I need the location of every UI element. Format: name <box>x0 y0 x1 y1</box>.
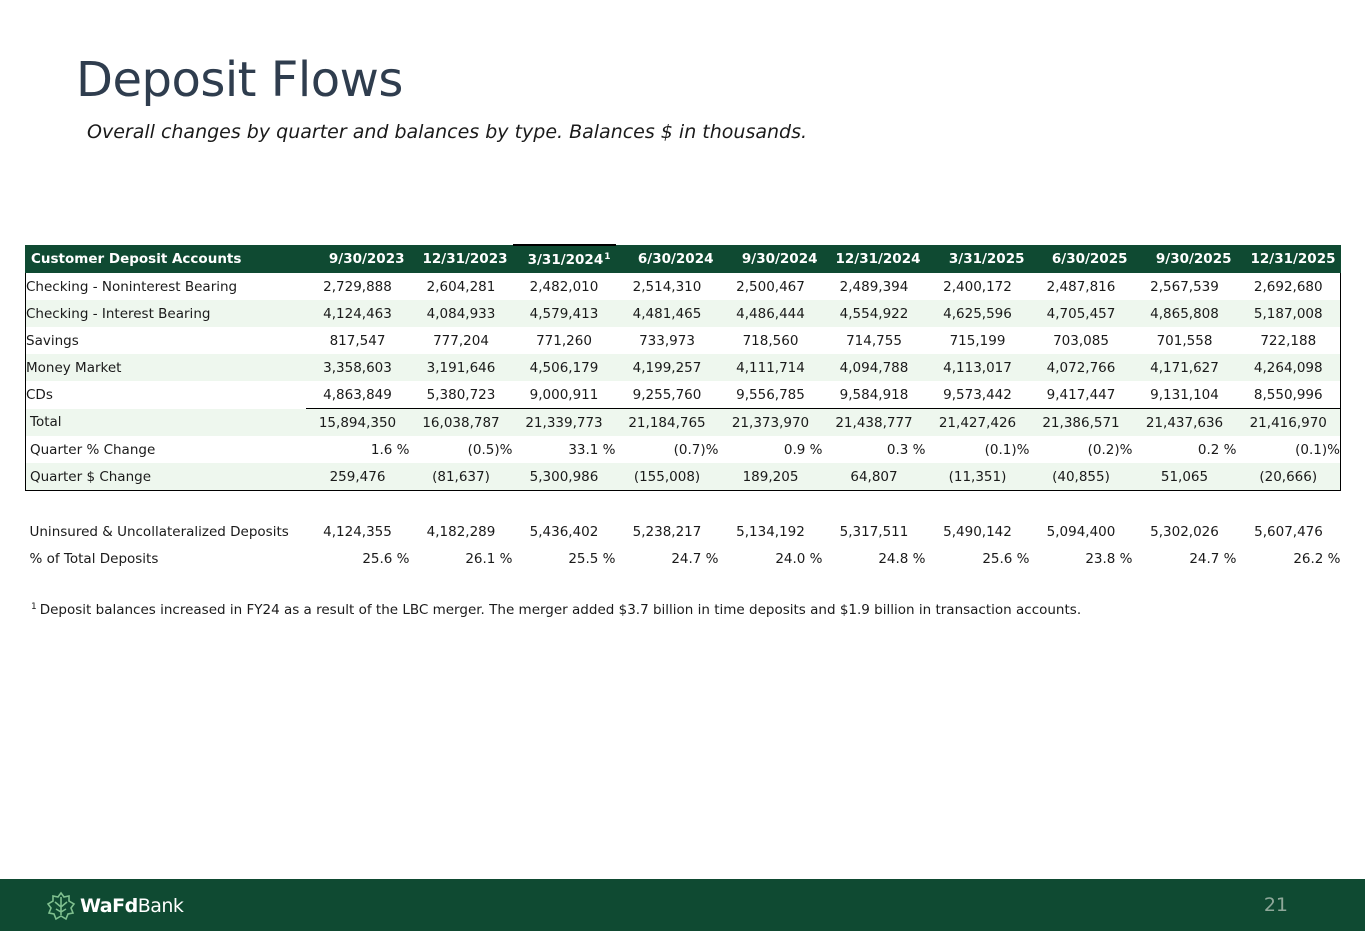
table-cell: 8,550,996 <box>1237 381 1341 409</box>
table-cell: 4,264,098 <box>1237 354 1341 381</box>
table-row <box>26 273 1341 300</box>
table-cell: 4,481,465 <box>632 305 702 322</box>
page-subtitle: Overall changes by quarter and balances by type. Balances $ in thousands. <box>87 121 808 143</box>
table-cell: 0.3 % <box>886 441 926 458</box>
table-cell: 4,124,355 <box>323 523 392 540</box>
table-cell: 21,339,773 <box>513 409 616 437</box>
table-cell: 4,486,444 <box>736 305 805 322</box>
pct-of-total-row <box>26 545 1341 572</box>
table-cell: 16,038,787 <box>410 409 513 437</box>
table-cell: 2,729,888 <box>323 278 392 295</box>
row-label: Total <box>26 409 306 437</box>
table-cell: 5,302,026 <box>1150 523 1219 540</box>
table-cell: 9,584,918 <box>839 386 909 403</box>
table-row <box>26 354 1341 381</box>
row-label: Quarter % Change <box>26 436 306 463</box>
table-cell: 4,625,596 <box>943 305 1012 322</box>
period-header: 12/31/2023 <box>422 251 508 267</box>
table-cell: 24.7 % <box>1189 550 1237 567</box>
uninsured-row <box>26 518 1341 545</box>
table-row <box>26 300 1341 327</box>
wafd-leaf-icon <box>46 891 76 921</box>
table-cell: 25.6 % <box>982 550 1030 567</box>
period-header: 12/31/2024 <box>835 251 921 267</box>
table-cell: 4,171,627 <box>1150 359 1219 376</box>
row-label: Quarter $ Change <box>26 463 306 491</box>
table-cell: (0.2)% <box>1087 441 1133 458</box>
table-cell: 2,604,281 <box>426 278 496 295</box>
footnote-marker: 1 <box>31 602 37 612</box>
table-cell: 4,094,788 <box>839 359 909 376</box>
table-cell: 4,113,017 <box>943 359 1012 376</box>
table-cell: 2,489,394 <box>839 278 909 295</box>
table-cell: 26.1 % <box>465 550 513 567</box>
table-cell: 25.6 % <box>362 550 410 567</box>
table-cell: (0.1)% <box>984 441 1030 458</box>
table-cell: 23.8 % <box>1085 550 1133 567</box>
table-cell: 2,400,172 <box>943 278 1012 295</box>
table-cell: (155,008) <box>616 463 719 491</box>
table-cell: 4,084,933 <box>426 305 496 322</box>
table-cell: 2,692,680 <box>1237 273 1341 300</box>
table-cell: (11,351) <box>926 463 1030 491</box>
table-cell: 5,300,986 <box>513 463 616 491</box>
table-cell: 9,556,785 <box>736 386 805 403</box>
quarter-dollar-change-row <box>26 463 1341 491</box>
table-cell: 777,204 <box>433 332 489 349</box>
quarter-pct-change-row <box>26 436 1341 463</box>
period-header: 6/30/2024 <box>637 251 714 267</box>
table-cell: 4,506,179 <box>529 359 599 376</box>
table-cell: 5,317,511 <box>839 523 909 540</box>
table-cell: 24.8 % <box>878 550 926 567</box>
row-label: Checking - Interest Bearing <box>26 300 306 327</box>
table-cell: 5,187,008 <box>1237 300 1341 327</box>
period-header: 9/30/2025 <box>1155 251 1232 267</box>
table-cell: (40,855) <box>1030 463 1133 491</box>
table-cell: 5,094,400 <box>1046 523 1116 540</box>
table-cell: 21,437,636 <box>1133 409 1237 437</box>
footnote-marker: 1 <box>604 251 611 262</box>
table-cell: 0.2 % <box>1197 441 1237 458</box>
row-label: Money Market <box>26 354 306 381</box>
table-cell: 21,386,571 <box>1030 409 1133 437</box>
table-cell: 259,476 <box>306 463 410 491</box>
table-cell: 9,131,104 <box>1150 386 1219 403</box>
brand-logo <box>46 890 183 922</box>
row-label: Savings <box>26 327 306 354</box>
spacer-row <box>26 491 1341 519</box>
table-cell: 26.2 % <box>1293 550 1341 567</box>
table-cell: 5,436,402 <box>529 523 599 540</box>
row-label: Checking - Noninterest Bearing <box>26 273 306 300</box>
period-header: 3/31/2025 <box>948 251 1025 267</box>
period-header-footnoted: 3/31/2024$^1$ <box>513 245 616 273</box>
table-cell: (20,666) <box>1237 463 1341 491</box>
table-cell: 2,514,310 <box>632 278 702 295</box>
table-cell: (81,637) <box>410 463 513 491</box>
table-cell: 33.1 % <box>568 441 616 458</box>
table-cell: 5,490,142 <box>943 523 1012 540</box>
period-header: 6/30/2025 <box>1051 251 1128 267</box>
table-cell: 4,072,766 <box>1046 359 1116 376</box>
table-cell: 21,184,765 <box>616 409 719 437</box>
table-cell: 24.0 % <box>775 550 823 567</box>
table-cell: 4,124,463 <box>323 305 392 322</box>
table-cell: 15,894,350 <box>306 409 410 437</box>
header-label: Customer Deposit Accounts <box>26 245 306 273</box>
table-cell: (0.7)% <box>673 441 719 458</box>
table-cell: 715,199 <box>949 332 1006 349</box>
table-cell: 4,705,457 <box>1046 305 1116 322</box>
table-cell: 0.9 % <box>783 441 823 458</box>
spacer-cell <box>26 491 1341 519</box>
table-cell: 718,560 <box>742 332 799 349</box>
table-cell: 714,755 <box>846 332 902 349</box>
row-label: Uninsured & Uncollateralized Deposits <box>29 523 289 540</box>
table-cell: 733,973 <box>639 332 695 349</box>
table-cell: 4,111,714 <box>736 359 805 376</box>
table-cell: 817,547 <box>329 332 386 349</box>
table-cell: (0.1)% <box>1237 436 1341 463</box>
table-cell: 9,000,911 <box>529 386 599 403</box>
table-cell: 701,558 <box>1156 332 1213 349</box>
table-cell: 64,807 <box>823 463 926 491</box>
table-cell: 4,863,849 <box>323 386 392 403</box>
table-cell: 21,438,777 <box>823 409 926 437</box>
footer-bar <box>0 879 1365 931</box>
row-label: % of Total Deposits <box>29 550 159 567</box>
table-cell: 5,238,217 <box>632 523 702 540</box>
period-header: 12/31/2025 <box>1250 251 1336 267</box>
table-cell: 51,065 <box>1133 463 1237 491</box>
table-cell: 722,188 <box>1237 327 1341 354</box>
table-cell: 21,373,970 <box>719 409 823 437</box>
table-cell: 4,579,413 <box>529 305 599 322</box>
table-cell: 5,380,723 <box>426 386 496 403</box>
table-header-row <box>26 245 1341 273</box>
table-cell: (0.5)% <box>467 441 513 458</box>
table-cell: 9,417,447 <box>1046 386 1116 403</box>
table-cell: 5,134,192 <box>736 523 805 540</box>
row-label: CDs <box>26 381 306 409</box>
table-cell: 2,567,539 <box>1150 278 1219 295</box>
table-cell: 5,607,476 <box>1254 523 1323 540</box>
table-cell: 1.6 % <box>370 441 410 458</box>
table-cell: 3,358,603 <box>323 359 392 376</box>
table-cell: 21,416,970 <box>1237 409 1341 437</box>
table-cell: 4,554,922 <box>839 305 909 322</box>
deposit-table <box>25 244 1341 572</box>
page-title: Deposit Flows <box>76 52 403 108</box>
table-cell: 9,573,442 <box>943 386 1012 403</box>
table-cell: 2,487,816 <box>1046 278 1116 295</box>
table-cell: 3,191,646 <box>426 359 496 376</box>
table-cell: 703,085 <box>1053 332 1109 349</box>
footnote <box>30 602 1081 618</box>
table-cell: 2,482,010 <box>529 278 599 295</box>
table-row <box>26 327 1341 354</box>
table-cell: 21,427,426 <box>926 409 1030 437</box>
table-cell: 9,255,760 <box>632 386 702 403</box>
table-cell: 2,500,467 <box>736 278 805 295</box>
period-header: 9/30/2024 <box>741 251 818 267</box>
total-row <box>26 409 1341 437</box>
table-cell: 189,205 <box>719 463 823 491</box>
table-cell: 771,260 <box>536 332 592 349</box>
table-cell: 4,199,257 <box>632 359 702 376</box>
table-cell: 25.5 % <box>568 550 616 567</box>
brand-name: WaFdBank <box>80 895 184 917</box>
page-number: 21 <box>1263 894 1288 916</box>
table-cell: 4,865,808 <box>1150 305 1219 322</box>
table-cell: 4,182,289 <box>426 523 496 540</box>
table-row <box>26 381 1341 409</box>
period-header: 9/30/2023 <box>328 251 405 267</box>
footnote-text: Deposit balances increased in FY24 as a result of the LBC merger. The merger added $3.7 billion in time deposits and $1.9 billion in transaction accounts. <box>39 602 1082 618</box>
table-cell: 24.7 % <box>671 550 719 567</box>
